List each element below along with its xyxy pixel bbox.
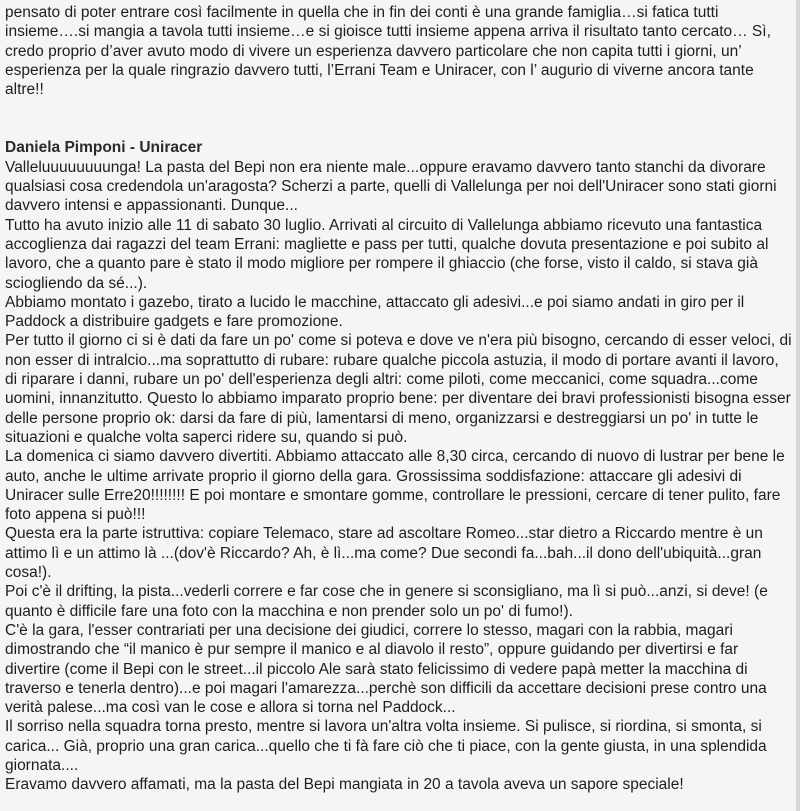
author-heading: Daniela Pimponi - Uniracer bbox=[5, 139, 203, 157]
intro-paragraph: pensato di poter entrare così facilmente in quella che in fin dei conti è una grande famiglia…si fatica tutti insieme….si mangia a tavola tutti insieme…e si gioisce tutti insieme appena arriva il risultato tanto cercato… Sì, credo proprio d’aver avuto modo di vivere un esperienza davvero particolare che non capita tutti i giorni, un’ esperienza per la quale ringrazio davvero tutti, l’Errani Team e Uniracer, con l’ augurio di viverne ancora tante altre!! bbox=[5, 4, 771, 99]
body-paragraph: Abbiamo montato i gazebo, tirato a lucido le macchine, attaccato gli adesivi...e poi siamo andati in giro per il Paddock a distribuire gadgets e fare promozione. bbox=[5, 293, 745, 331]
body-paragraph: Eravamo davvero affamati, ma la pasta del Bepi mangiata in 20 a tavola aveva un sapore speciale! bbox=[5, 776, 684, 794]
body-paragraph: Tutto ha avuto inizio alle 11 di sabato 30 luglio. Arrivati al circuito di Vallelunga abbiamo ricevuto una fantastica accoglienza dai ragazzi del team Errani: magliette e pass per tutti, qualche dovuta presentazione e poi subito al lavoro, che a quanto pare è stato il modo migliore per rompere il ghiaccio (che forse, visto il caldo, si stava già sciogliendo da sé...). bbox=[5, 216, 769, 292]
body-paragraph: Il sorriso nella squadra torna presto, mentre si lavora un'altra volta insieme. Si pulisce, si riordina, si smonta, si carica... Già, proprio una gran carica...quello che ti fà fare ciò che ti piace, con la gente giusta, in una splendida giornata.... bbox=[5, 718, 767, 774]
body-paragraph: Per tutto il giorno ci si è dati da fare un po' come si poteva e dove ve n'era più bisogno, cercando di esser veloci, di non esser di intralcio...ma soprattutto di rubare: rubare qualche piccola astuzia, il modo di portare avanti il lavoro, di riparare i danni, rubare un po' dell'esperienza degli altri: come piloti, come meccanici, come squadra...come uomini, innanzitutto. Questo lo abbiamo imparato proprio bene: per diventare dei bravi professionisti bisogna esser delle persone proprio ok: darsi da fare di più, lamentarsi di meno, organizzarsi e destreggiarsi un po' in tutte le situazioni e qualche volta saperci ridere su, quando si può. bbox=[5, 332, 792, 446]
document-page bbox=[5, 3, 795, 795]
body-paragraph: Poi c'è il drifting, la pista...vederli correre e far cose che in genere si sconsigliano, ma lì si può...anzi, si deve! (e quanto è difficile fare una foto con la macchina e non prender solo un po' di fumo!). bbox=[5, 583, 768, 620]
body-paragraph: C'è la gara, l'esser contrariati per una decisione dei giudici, correre lo stesso, magari con la rabbia, magari dimostrando che “il manico è pur sempre il manico e al diavolo il resto”, oppure guidando per divertirsi e far divertire (come il Bepi con le street...il piccolo Ale sarà stato felicissimo di vedere papà metter la macchina di traverso e tenerla dentro)...e poi magari l'amarezza...perchè son difficili da accettare decisioni prese contro una verità palese...ma così van le cose e allora si torna nel Paddock... bbox=[5, 621, 767, 717]
body-paragraph: Valleluuuuuuuunga! La pasta del Bepi non era niente male...oppure eravamo davvero tanto stanchi da divorare qualsiasi cosa credendola un'aragosta? Scherzi a parte, quelli di Vallelunga per noi dell'Uniracer sono stati giorni davvero intensi e appassionanti. Dunque... bbox=[5, 158, 777, 215]
section-spacer bbox=[5, 99, 795, 138]
body-paragraph: La domenica ci siamo davvero divertiti. Abbiamo attaccato alle 8,30 circa, cercando di nuovo di lustrar per bene le auto, anche le ultime arrivate proprio il giorno della gara. Grossissima soddisfazione: attaccare gli adesivi di Uniracer sulle Erre20!!!!!!!! E poi montare e smontare gomme, controllare le pressioni, cercare di tener pulito, fare foto appena si può!!! bbox=[5, 448, 785, 524]
scan-edge-shadow bbox=[796, 0, 800, 811]
body-paragraph: Questa era la parte istruttiva: copiare Telemaco, stare ad ascoltare Romeo...star dietro a Riccardo mentre è un attimo lì e un attimo là ...(dov'è Riccardo? Ah, è lì...ma come? Due secondi fa...bah...il dono dell'ubiquità...gran cosa!). bbox=[5, 525, 763, 582]
